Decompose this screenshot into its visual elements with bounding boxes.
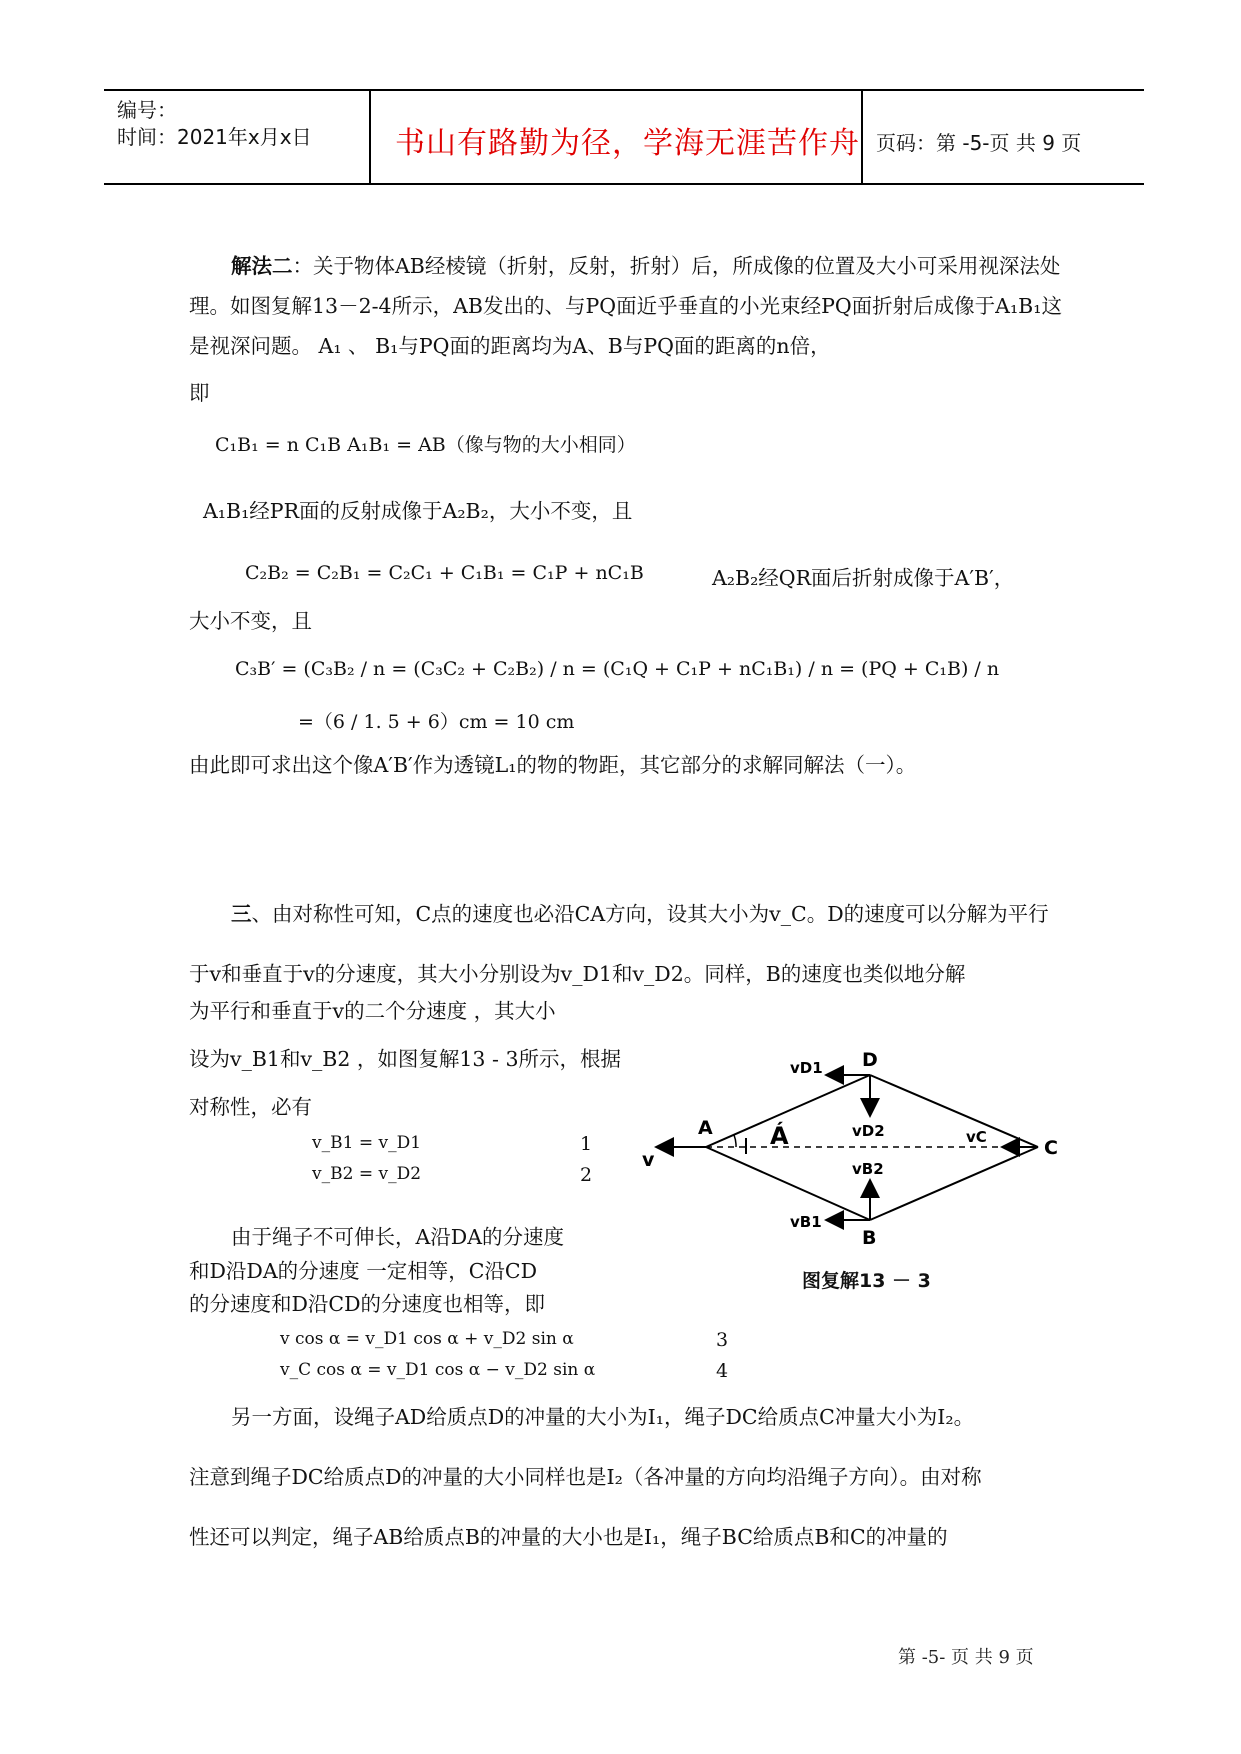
header-motto: 书山有路勤为径，学海无涯苦作舟: [395, 126, 860, 161]
angle-alpha-label: Á: [770, 1122, 789, 1150]
rhombus-velocity-diagram: [630, 1040, 1070, 1260]
equation-result: =（6 / 1. 5 + 6）cm = 10 cm: [298, 711, 575, 733]
velocity-vd1-label: vD1: [790, 1059, 823, 1077]
method2-paragraph: [189, 246, 1069, 366]
equation-tag-3: 3: [716, 1329, 729, 1351]
part3-intro-text: 、由对称性可知，C点的速度也必沿CA方向，设其大小为v_C。D的速度可以分解为平行于v和垂直于v的分速度，其大小分别设为v_D1和v_D2。同样，B的速度也类似地分解: [189, 902, 1049, 986]
equation-vb2: v_B2 = v_D2: [312, 1164, 422, 1184]
figure-caption: 图复解13 － 3: [802, 1270, 931, 1292]
edge-ba: [706, 1147, 870, 1220]
method2-ji: 即: [189, 381, 210, 405]
equation-c2b2: C₂B₂ = C₂B₁ = C₂C₁ + C₁B₁ = C₁P + nC₁B: [245, 562, 644, 584]
header-divider-right: [861, 89, 863, 185]
point-b-label: B: [862, 1227, 877, 1249]
header-time-label: 时间：2021年x月x日: [117, 125, 312, 149]
header-number-label: 编号：: [117, 98, 177, 122]
part3-rope-line-b: 和D沿DA的分速度 一定相等，C沿CD: [189, 1259, 537, 1283]
method2-reflection-text: A₁B₁经PR面的反射成像于A₂B₂，大小不变，且: [203, 499, 633, 523]
equation-v-cos: v cos α = v_D1 cos α + v_D2 sin α: [280, 1329, 574, 1349]
equation-tag-2: 2: [580, 1164, 593, 1186]
part3-impulse-line-2: 注意到绳子DC给质点D的冲量的大小同样也是I₂（各冲量的方向均沿绳子方向）。由对称: [189, 1465, 982, 1489]
part3-impulse-line-3: 性还可以判定，绳子AB给质点B的冲量的大小也是I₁，绳子BC给质点B和C的冲量的: [189, 1525, 948, 1549]
header-top-rule: [104, 89, 1144, 91]
method2-conclusion: 由此即可求出这个像A′B′作为透镜L₁的物的物距，其它部分的求解同解法（一）。: [189, 753, 917, 777]
point-a-label: A: [698, 1117, 713, 1139]
method2-text: ：关于物体AB经棱镜（折射，反射，折射）后，所成像的位置及大小可采用视深法处理。如图复解13－2-4所示，AB发出的、与PQ面近乎垂直的小光束经PQ面折射后成像于A₁B₁这是视深问题。 A₁ 、 B₁与PQ面的距离均为A、B与PQ面的距离的n倍，: [189, 254, 1062, 358]
equation-c3b-prime: C₃B′ = (C₃B₂ / n = (C₃C₂ + C₂B₂) / n = (C₁Q + C₁P + nC₁B₁) / n = (PQ + C₁B) / n: [235, 658, 1000, 680]
page-footer: 第 -5- 页 共 9 页: [898, 1647, 1034, 1668]
part3-rope-line-c: 的分速度和D沿CD的分速度也相等，即: [189, 1292, 546, 1316]
velocity-vb1-label: vB1: [790, 1213, 822, 1231]
header-page-label: 页码：第 -5-页 共 9 页: [876, 131, 1082, 155]
equation-tag-1: 1: [580, 1133, 593, 1155]
velocity-vb2-label: vB2: [852, 1160, 884, 1178]
header-bottom-rule: [104, 183, 1144, 185]
part3-lead: 三: [231, 902, 252, 926]
velocity-vc-label: vC: [966, 1128, 987, 1146]
part3-intro: [189, 884, 1069, 1004]
angle-arc: [734, 1135, 736, 1147]
method2-size-unchanged: 大小不变，且: [189, 609, 312, 633]
method2-qr-text: A₂B₂经QR面后折射成像于A′B′，: [712, 566, 1015, 590]
part3-line-a: 为平行和垂直于v的二个分速度 ，其大小: [189, 999, 556, 1023]
part3-line-b: 设为v_B1和v_B2 ，如图复解13 - 3所示，根据: [189, 1047, 621, 1071]
equation-vc-cos: v_C cos α = v_D1 cos α − v_D2 sin α: [280, 1360, 596, 1380]
part3-line-c: 对称性，必有: [189, 1095, 312, 1119]
header-divider-left: [369, 89, 371, 185]
velocity-vd2-label: vD2: [852, 1122, 885, 1140]
point-c-label: C: [1044, 1137, 1058, 1159]
edge-dc: [870, 1075, 1038, 1147]
method2-lead: 解法二: [231, 254, 293, 278]
velocity-v-label: v: [642, 1149, 655, 1171]
part3-rope-line-a: 由于绳子不可伸长，A沿DA的分速度: [231, 1225, 565, 1249]
equation-tag-4: 4: [716, 1360, 729, 1382]
edge-cb: [870, 1147, 1038, 1220]
point-d-label: D: [862, 1049, 878, 1071]
equation-c1b1: C₁B₁ = n C₁B A₁B₁ = AB（像与物的大小相同）: [215, 434, 636, 456]
equation-vb1: v_B1 = v_D1: [312, 1133, 422, 1153]
part3-impulse-line: 另一方面，设绳子AD给质点D的冲量的大小为I₁，绳子DC给质点C冲量大小为I₂。: [231, 1405, 975, 1429]
